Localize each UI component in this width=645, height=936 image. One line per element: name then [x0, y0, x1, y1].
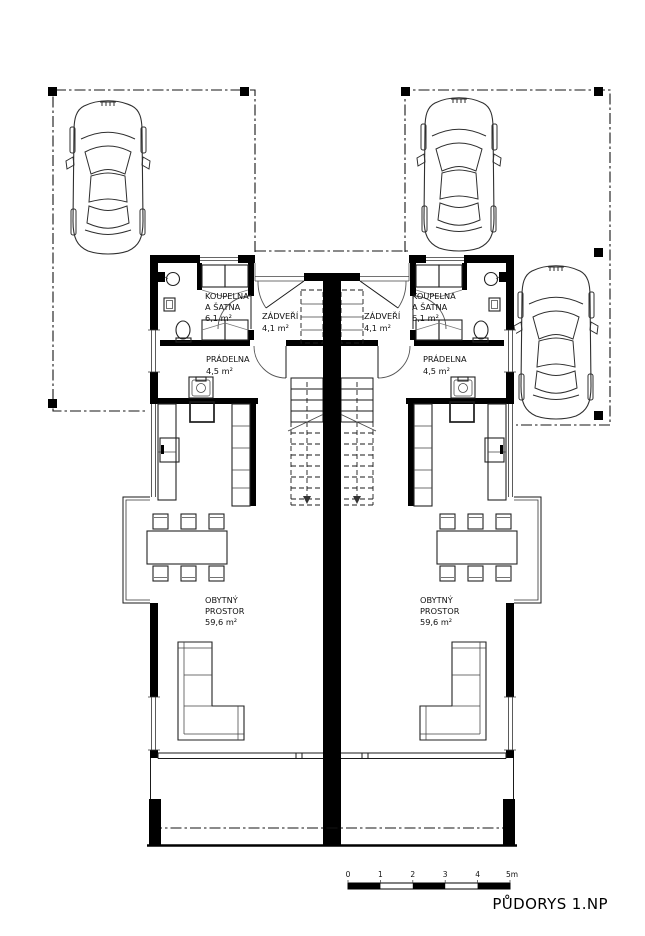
scale-tick-5: 5m: [505, 870, 519, 879]
carport-column: [594, 87, 603, 96]
room-label-obytny-left: OBYTNÝ: [205, 595, 238, 605]
room-area-zadveri-right: 4,1 m²: [364, 323, 391, 333]
carport-column: [48, 87, 57, 96]
svg-text:A ŠATNA: A ŠATNA: [205, 302, 241, 312]
drawing-title: PŮDORYS 1.NP: [492, 895, 608, 913]
room-area-pradelna-left: 4,5 m²: [206, 366, 233, 376]
room-label-koupelna-left: KOUPELNA: [205, 291, 249, 301]
carport-column: [594, 411, 603, 420]
scale-tick-3: 3: [442, 870, 448, 879]
car-icon: [66, 101, 150, 254]
party-wall: [323, 281, 341, 845]
car-icon: [514, 266, 598, 419]
scale-tick-0: 0: [345, 870, 351, 879]
room-label-pradelna-left: PRÁDELNA: [206, 354, 250, 364]
room-area-koupelna-right: 6,1 m²: [412, 313, 439, 323]
room-area-zadveri-left: 4,1 m²: [262, 323, 289, 333]
terrace-column: [149, 799, 161, 845]
car-icon: [417, 98, 501, 251]
room-label-zadveri-right: ZÁDVEŘÍ: [364, 311, 401, 321]
room-area-obytny-right: 59,6 m²: [420, 617, 453, 627]
room-label-obytny-right: OBYTNÝ: [420, 595, 453, 605]
svg-text:PROSTOR: PROSTOR: [420, 606, 460, 616]
room-area-koupelna-left: 6,1 m²: [205, 313, 232, 323]
scale-tick-4: 4: [475, 870, 480, 879]
room-area-obytny-left: 59,6 m²: [205, 617, 238, 627]
carport-column: [401, 87, 410, 96]
room-label-zadveri-left: ZÁDVEŘÍ: [262, 311, 299, 321]
entrance-recess-wall: [304, 273, 360, 281]
scale-tick-1: 1: [378, 870, 383, 879]
svg-text:A ŠATNA: A ŠATNA: [412, 302, 448, 312]
scale-tick-2: 2: [410, 870, 416, 879]
scale-bar: [346, 870, 518, 889]
room-label-koupelna-right: KOUPELNA: [412, 291, 456, 301]
carport-column: [48, 399, 57, 408]
building: [123, 255, 541, 845]
svg-text:PROSTOR: PROSTOR: [205, 606, 245, 616]
room-label-pradelna-right: PRÁDELNA: [423, 354, 467, 364]
room-area-pradelna-right: 4,5 m²: [423, 366, 450, 376]
carport-column: [240, 87, 249, 96]
terrace-column: [503, 799, 515, 845]
unit-left: [123, 255, 326, 759]
carport-column: [594, 248, 603, 257]
